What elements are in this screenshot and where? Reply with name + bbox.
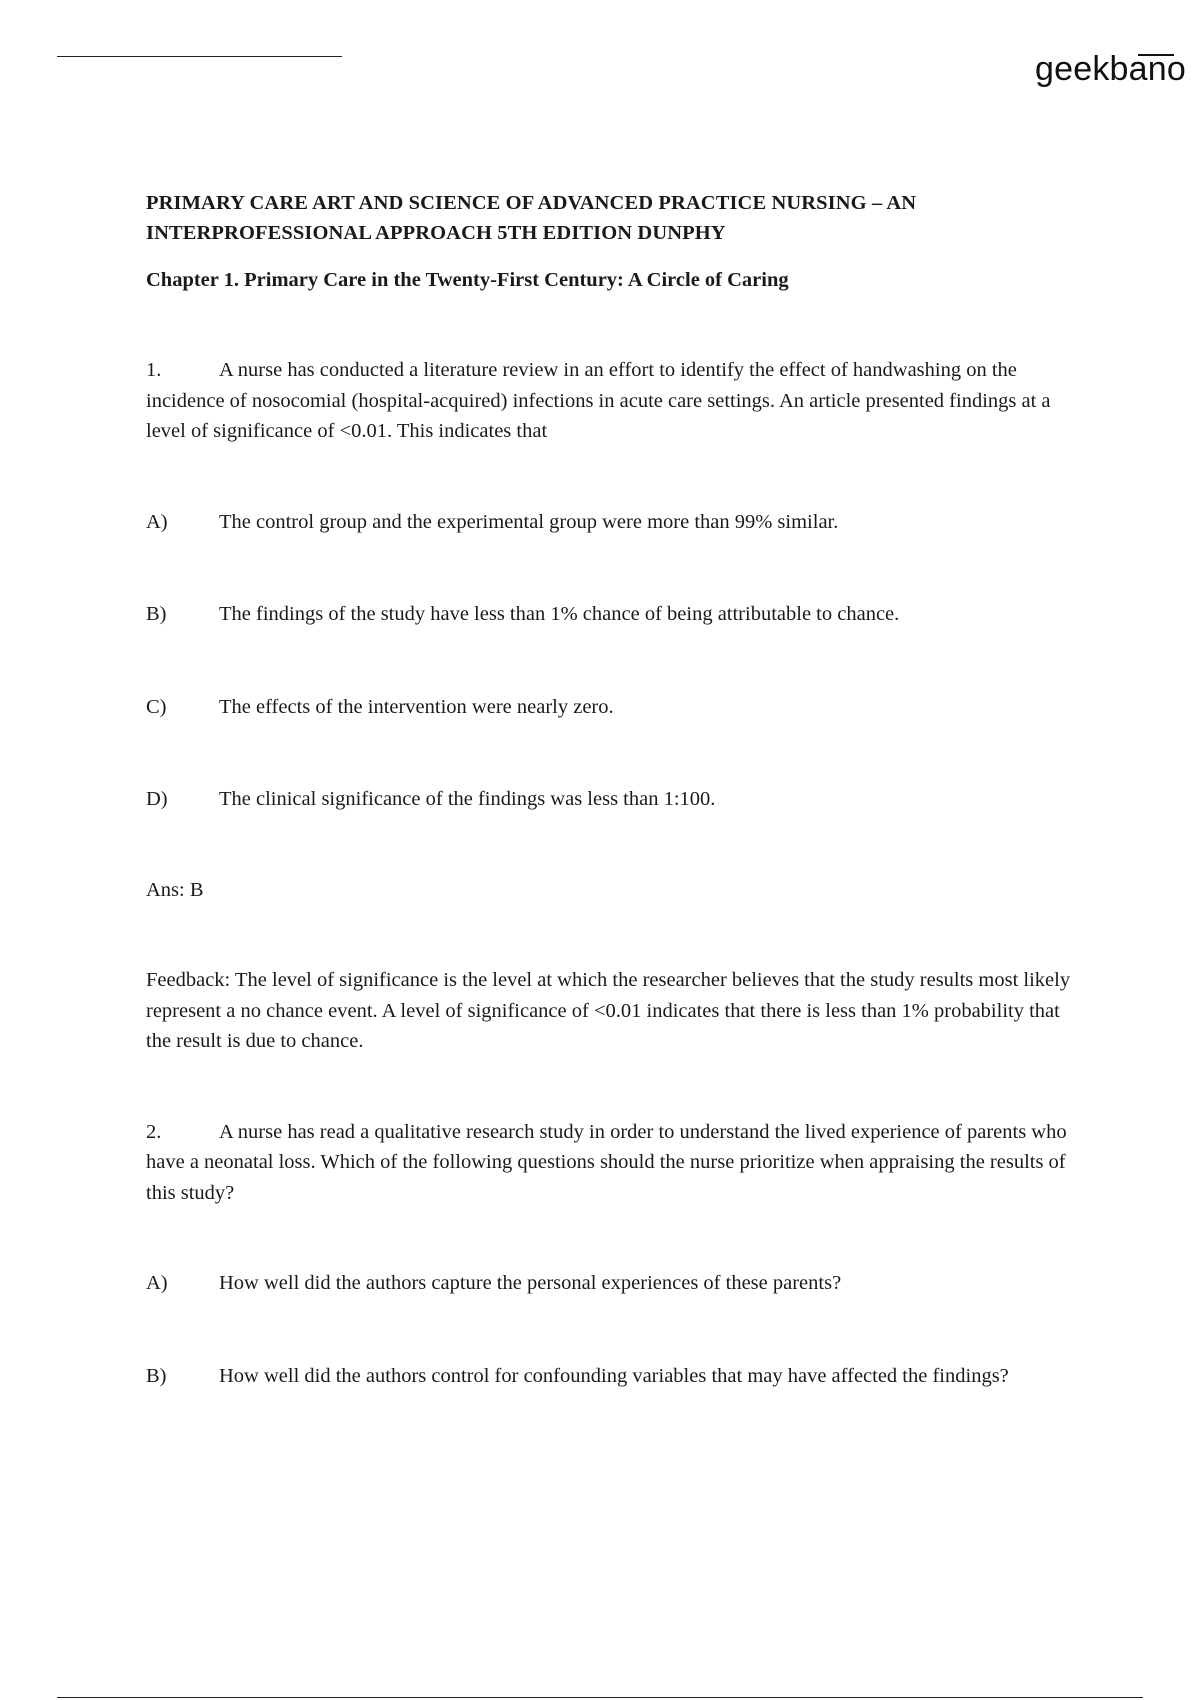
- option-text: The findings of the study have less than 1% chance of being attributable to chance.: [219, 603, 900, 625]
- document-title: [146, 188, 1086, 248]
- option-letter: D): [146, 788, 168, 810]
- brand-overbar: [1138, 54, 1174, 56]
- option-letter: B): [146, 603, 167, 625]
- question-number: 1.: [146, 359, 162, 381]
- question-1-option-a: [146, 507, 1086, 538]
- footer-rule: [57, 1697, 1143, 1698]
- question-text: A nurse has conducted a literature review in an effort to identify the effect of handwashing on the incidence of nosocomial (hospital-acquired) infections in acute care settings. An article presented findings at a level of significance of <0.01. This indicates that: [146, 359, 1051, 442]
- option-text: The effects of the intervention were nearly zero.: [219, 695, 614, 718]
- question-1-option-c: [146, 692, 1086, 723]
- question-text: A nurse has read a qualitative research study in order to understand the lived experience of parents who have a neonatal loss. Which of the following questions should the nurse prioritize when appraising the results of this study?: [146, 1120, 1067, 1204]
- title-line-1: PRIMARY CARE ART AND SCIENCE OF ADVANCED PRACTICE NURSING – AN: [146, 192, 917, 214]
- question-1-option-b: [146, 599, 1086, 630]
- question-number: 2.: [146, 1120, 162, 1143]
- header-rule: [57, 56, 342, 57]
- title-line-2: INTERPROFESSIONAL APPROACH 5TH EDITION DUNPHY: [146, 222, 726, 244]
- brand-text: geekbano: [1035, 50, 1186, 88]
- chapter-heading: Chapter 1. Primary Care in the Twenty-First Century: A Circle of Caring: [146, 269, 789, 291]
- question-1-feedback: Feedback: The level of significance is the level at which the researcher believes that the study results most likely represent a no chance event. A level of significance of <0.01 indicates that there is less than 1% probability that the result is due to chance.: [146, 969, 1071, 1052]
- option-letter: B): [146, 1364, 167, 1387]
- option-letter: A): [146, 1272, 168, 1294]
- option-text: How well did the authors capture the personal experiences of these parents?: [219, 1272, 842, 1294]
- option-text: The control group and the experimental group were more than 99% similar.: [219, 510, 839, 533]
- question-2-option-a: [146, 1268, 1086, 1299]
- question-1-option-d: [146, 784, 1086, 815]
- page-content: [146, 188, 1086, 1391]
- question-2-stem: [146, 1117, 1086, 1209]
- option-letter: C): [146, 695, 167, 718]
- question-1-stem: [146, 355, 1086, 447]
- option-letter: A): [146, 510, 168, 533]
- option-text: How well did the authors control for confounding variables that may have affected the findings?: [219, 1364, 1009, 1387]
- brand-logo: [1035, 52, 1186, 86]
- question-1-answer: Ans: B: [146, 878, 204, 901]
- question-2-option-b: [146, 1361, 1086, 1392]
- option-text: The clinical significance of the findings was less than 1:100.: [219, 788, 716, 810]
